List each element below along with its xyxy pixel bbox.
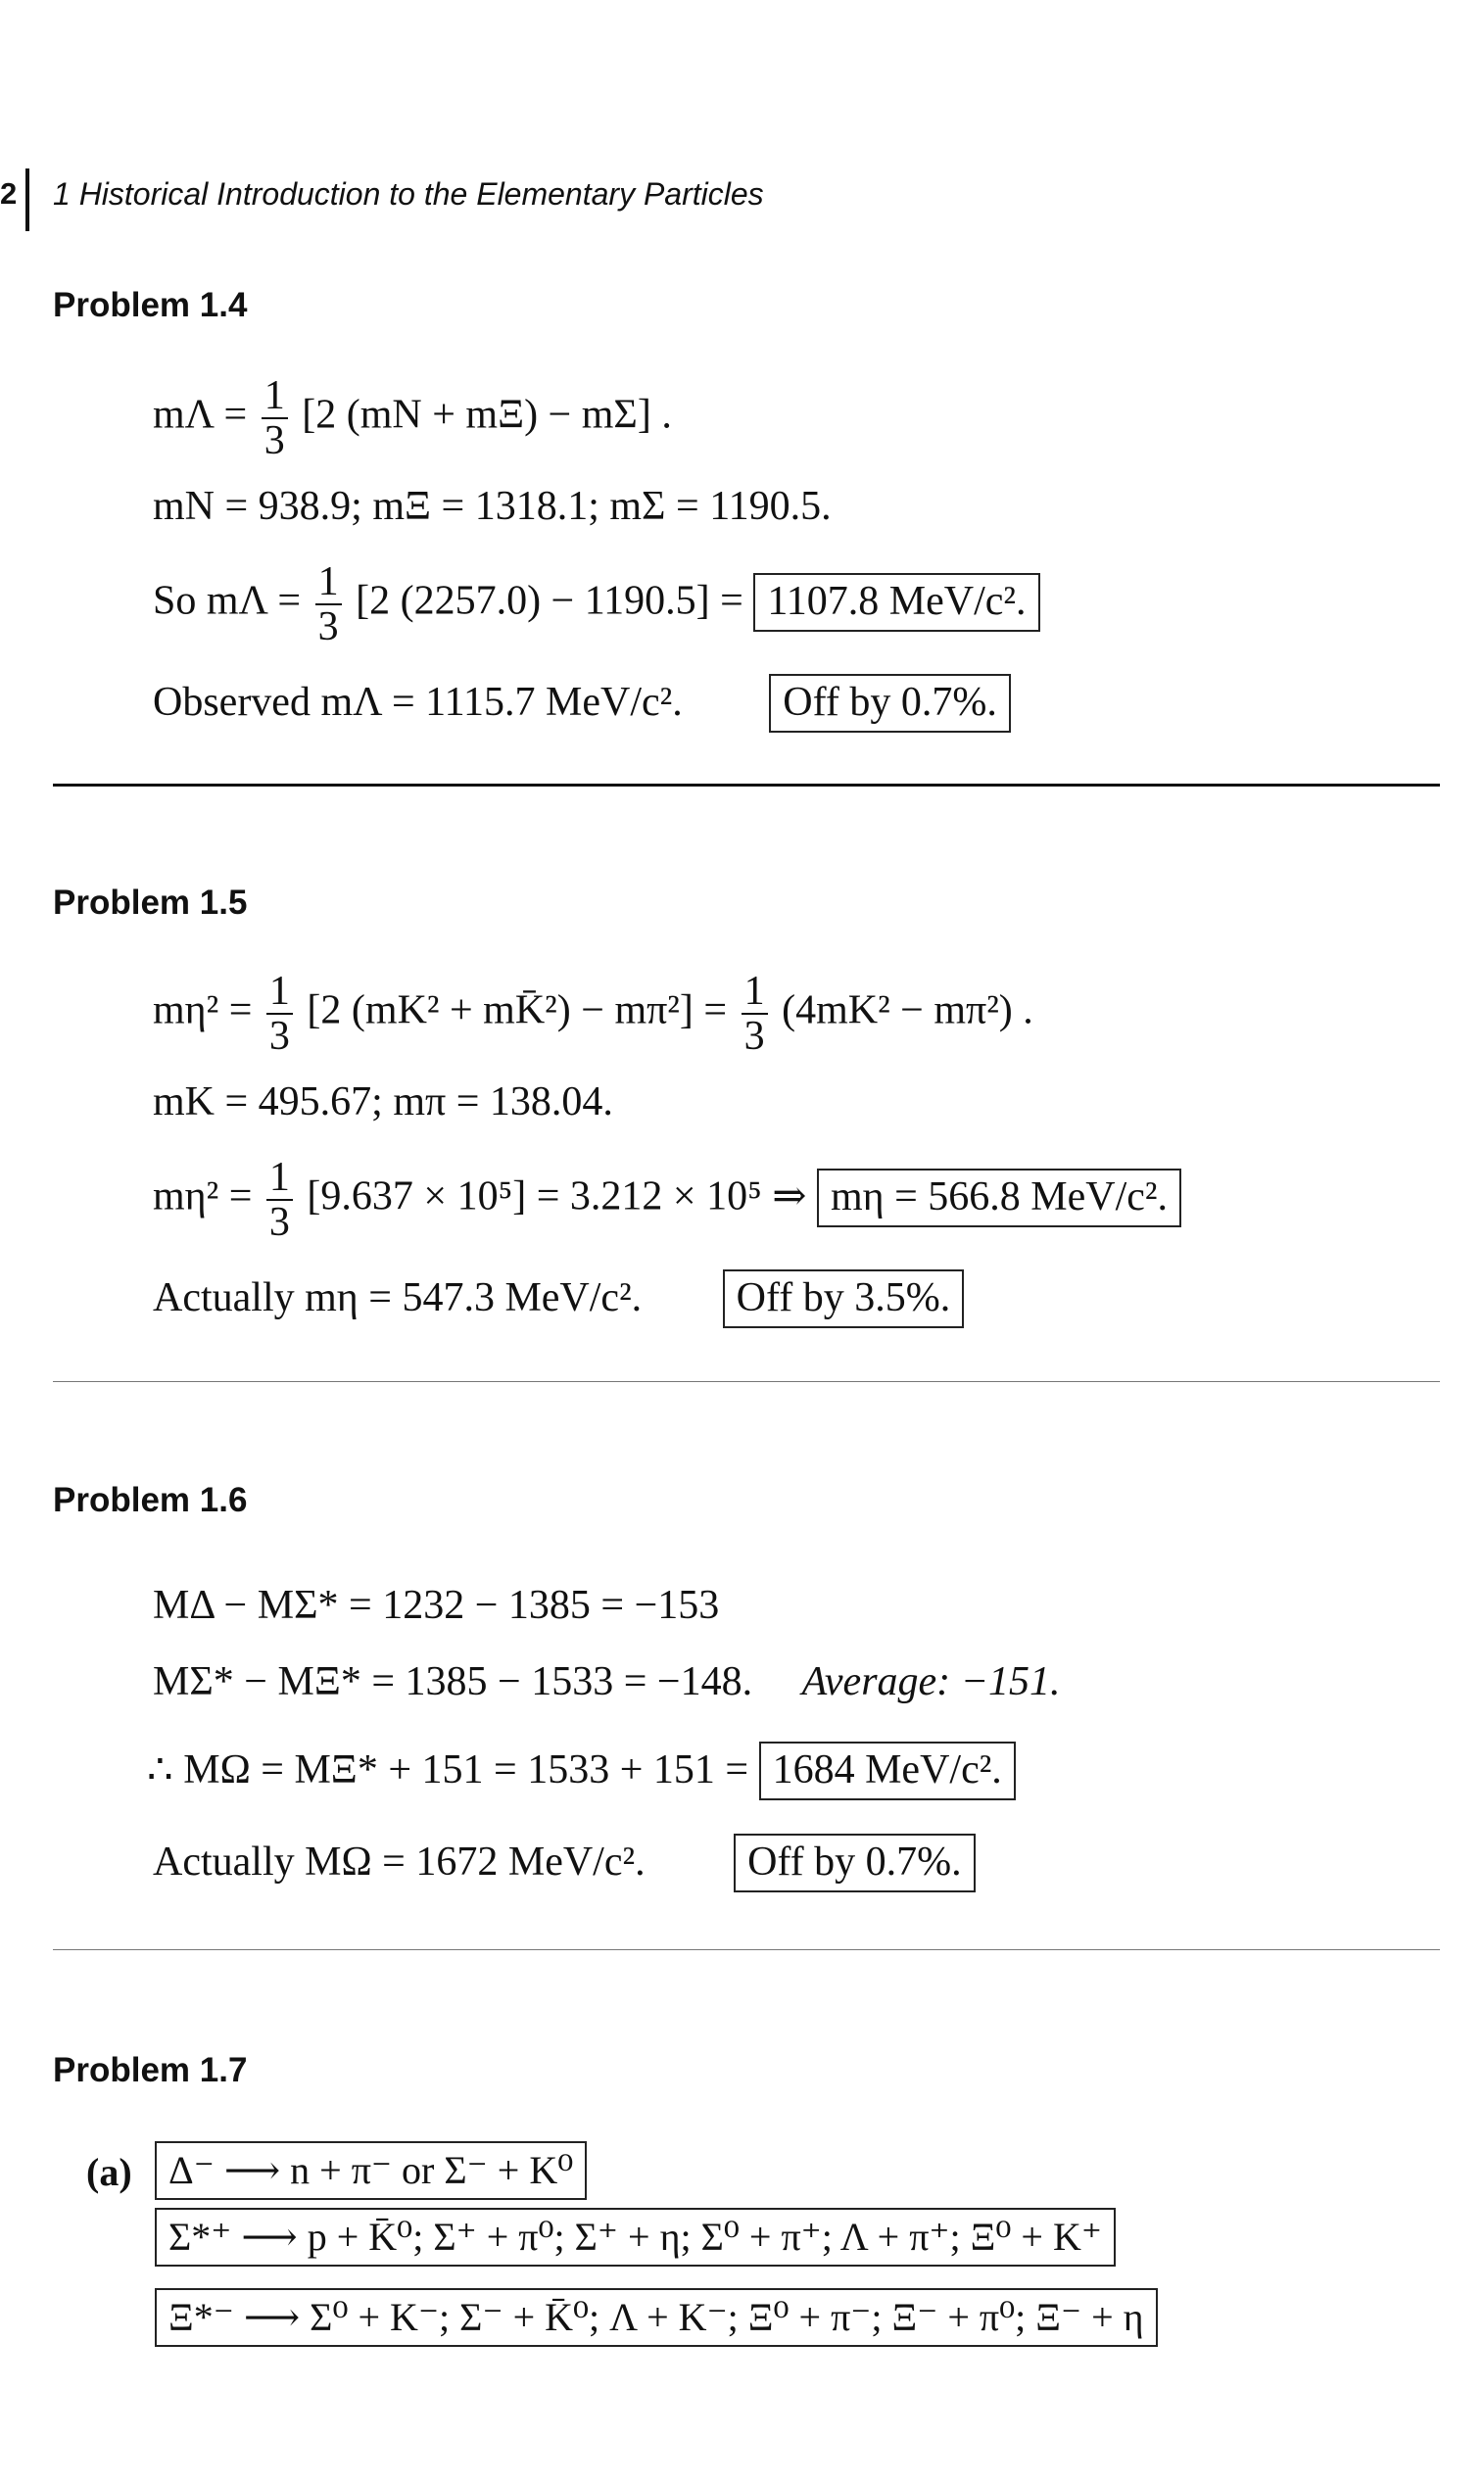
p15-formula-den-2: 3 — [743, 1014, 765, 1060]
problem-1-7-title: Problem 1.7 — [53, 2051, 248, 2089]
p15-actual: Actually mη = 547.3 MeV/c². — [153, 1275, 643, 1320]
p14-calc-mid: [2 (2257.0) − 1190.5] = — [356, 578, 743, 624]
p15-calc — [153, 1156, 1181, 1244]
p16-actual-line — [153, 1834, 976, 1892]
p16-actual: Actually MΩ = 1672 MeV/c². — [153, 1840, 646, 1885]
p17-decay-row-sigma: Σ*⁺ ⟶ p + K̄⁰; Σ⁺ + π⁰; Σ⁺ + η; Σ⁰ + π⁺; Λ + π⁺; Ξ⁰ + K⁺ — [155, 2208, 1116, 2267]
p14-formula-den: 3 — [263, 418, 285, 464]
p16-off-box: Off by 0.7%. — [734, 1834, 976, 1892]
p16-calc-expr: ∴ MΩ = MΞ* + 151 = 1533 + 151 = — [147, 1747, 749, 1792]
p15-formula-den: 3 — [268, 1014, 290, 1060]
problem-1-5-title: Problem 1.5 — [53, 884, 248, 922]
p14-masses: mN = 938.9; mΞ = 1318.1; mΣ = 1190.5. — [153, 484, 832, 529]
p16-line2-row — [153, 1661, 1061, 1702]
page-number: 2 — [0, 176, 18, 211]
p14-observed-line — [153, 674, 1011, 733]
p14-off-box: Off by 0.7%. — [769, 674, 1011, 733]
p16-line2: MΣ* − MΞ* = 1385 − 1533 = −148. — [153, 1659, 753, 1704]
header-divider — [25, 168, 29, 231]
p14-formula — [153, 374, 672, 462]
p14-calc-pre: So mΛ = — [153, 578, 302, 624]
p17-decay-row-delta: Δ⁻ ⟶ n + π⁻ or Σ⁻ + K⁰ — [155, 2141, 587, 2200]
p14-formula-fraction — [262, 374, 288, 462]
p15-calc-den: 3 — [268, 1200, 290, 1246]
p15-calc-mid: [9.637 × 10⁵] = 3.212 × 10⁵ ⇒ — [307, 1173, 807, 1219]
p15-masses: mK = 495.67; mπ = 138.04. — [153, 1079, 613, 1124]
p16-calc — [147, 1742, 1016, 1800]
p14-result-box: 1107.8 MeV/c². — [753, 573, 1039, 632]
problem-1-6-title: Problem 1.6 — [53, 1481, 248, 1519]
p15-formula-fraction — [266, 970, 293, 1058]
p15-calc-lhs: mη² = — [153, 1173, 253, 1219]
p15-formula-lhs: mη² = — [153, 987, 253, 1033]
p15-result-box: mη = 566.8 MeV/c². — [817, 1169, 1181, 1227]
problem-1-4-title: Problem 1.4 — [53, 286, 248, 324]
p14-calc-num: 1 — [315, 560, 342, 605]
p14-calc-den: 3 — [317, 604, 339, 650]
p16-line1: MΔ − MΣ* = 1232 − 1385 = −153 — [153, 1583, 720, 1628]
p14-formula-lhs: mΛ = — [153, 392, 248, 438]
p15-formula — [153, 970, 1033, 1058]
p15-formula-num-2: 1 — [742, 970, 768, 1015]
p15-off-box: Off by 3.5%. — [723, 1269, 965, 1328]
p14-formula-num: 1 — [262, 374, 288, 419]
p17-decay-row-xi: Ξ*⁻ ⟶ Σ⁰ + K⁻; Σ⁻ + K̄⁰; Λ + K⁻; Ξ⁰ + π⁻; Ξ⁻ + π⁰; Ξ⁻ + η — [155, 2288, 1158, 2347]
p14-formula-rhs: [2 (mN + mΞ) − mΣ] . — [302, 392, 672, 438]
p15-formula-num: 1 — [266, 970, 293, 1015]
p16-result-box: 1684 MeV/c². — [759, 1742, 1016, 1800]
p16-average: Average: −151. — [801, 1659, 1061, 1704]
p15-calc-num: 1 — [266, 1156, 293, 1201]
part-a-label: (a) — [86, 2150, 132, 2194]
p14-calc — [153, 560, 1040, 648]
divider-3 — [53, 1949, 1440, 1950]
p15-actual-line — [153, 1269, 964, 1328]
chapter-title: 1 Historical Introduction to the Elementary Particles — [53, 176, 764, 212]
p15-formula-fraction-2 — [742, 970, 768, 1058]
p15-formula-mid: [2 (mK² + mK̄²) − mπ²] = — [307, 987, 728, 1033]
p14-calc-fraction — [315, 560, 342, 648]
running-header — [0, 168, 882, 231]
p15-formula-rhs: (4mK² − mπ²) . — [782, 987, 1033, 1033]
divider-1 — [53, 784, 1440, 787]
p14-observed: Observed mΛ = 1115.7 MeV/c². — [153, 680, 683, 725]
p15-calc-fraction — [266, 1156, 293, 1244]
divider-2 — [53, 1381, 1440, 1382]
